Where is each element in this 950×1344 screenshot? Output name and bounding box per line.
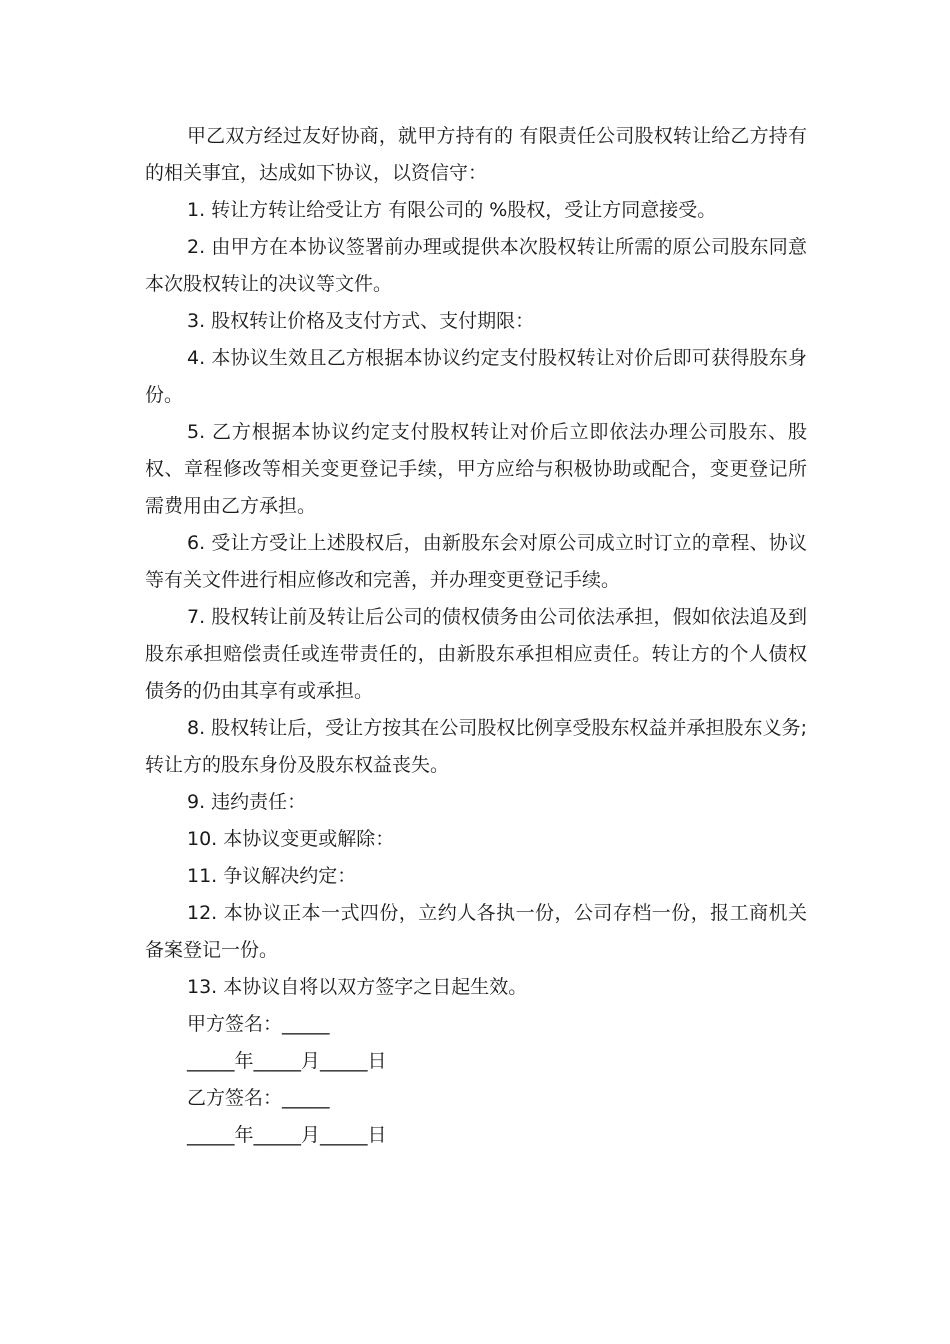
- clause-6: 6. 受让方受让上述股权后，由新股东会对原公司成立时订立的章程、协议等有关文件进行相应修改和完善，并办理变更登记手续。: [145, 532, 807, 591]
- clause-10: 10. 本协议变更或解除：: [187, 828, 395, 850]
- party-b-signature-line: 乙方签名：_____: [187, 1087, 330, 1109]
- clause-11: 11. 争议解决约定：: [187, 865, 357, 887]
- clause-5: 5. 乙方根据本协议约定支付股权转让对价后立即依法办理公司股东、股权、章程修改等相关变更登记手续，甲方应给与积极协助或配合，变更登记所需费用由乙方承担。: [145, 421, 807, 517]
- agreement-page: [145, 118, 807, 1154]
- intro-paragraph: 甲乙双方经过友好协商，就甲方持有的 有限责任公司股权转让给乙方持有的相关事宜，达成如下协议，以资信守：: [145, 125, 807, 184]
- clause-4: 4. 本协议生效且乙方根据本协议约定支付股权转让对价后即可获得股东身份。: [145, 347, 807, 406]
- clause-2: 2. 由甲方在本协议签署前办理或提供本次股权转让所需的原公司股东同意本次股权转让的决议等文件。: [145, 236, 807, 295]
- clause-7: 7. 股权转让前及转让后公司的债权债务由公司依法承担，假如依法追及到股东承担赔偿责任或连带责任的，由新股东承担相应责任。转让方的个人债权债务的仍由其享有或承担。: [145, 606, 807, 702]
- clause-12: 12. 本协议正本一式四份，立约人各执一份，公司存档一份，报工商机关备案登记一份。: [145, 902, 807, 961]
- clause-3: 3. 股权转让价格及支付方式、支付期限：: [187, 310, 535, 332]
- clause-1: 1. 转让方转让给受让方 有限公司的 %股权，受让方同意接受。: [187, 199, 717, 221]
- clause-8: 8. 股权转让后，受让方按其在公司股权比例享受股东权益并承担股东义务;转让方的股东身份及股东权益丧失。: [145, 717, 807, 776]
- clause-9: 9. 违约责任：: [187, 791, 307, 813]
- party-a-date-line: _____年_____月_____日: [187, 1050, 387, 1072]
- party-a-signature-line: 甲方签名：_____: [187, 1013, 330, 1035]
- party-b-date-line: _____年_____月_____日: [187, 1124, 387, 1146]
- clause-13: 13. 本协议自将以双方签字之日起生效。: [187, 976, 528, 998]
